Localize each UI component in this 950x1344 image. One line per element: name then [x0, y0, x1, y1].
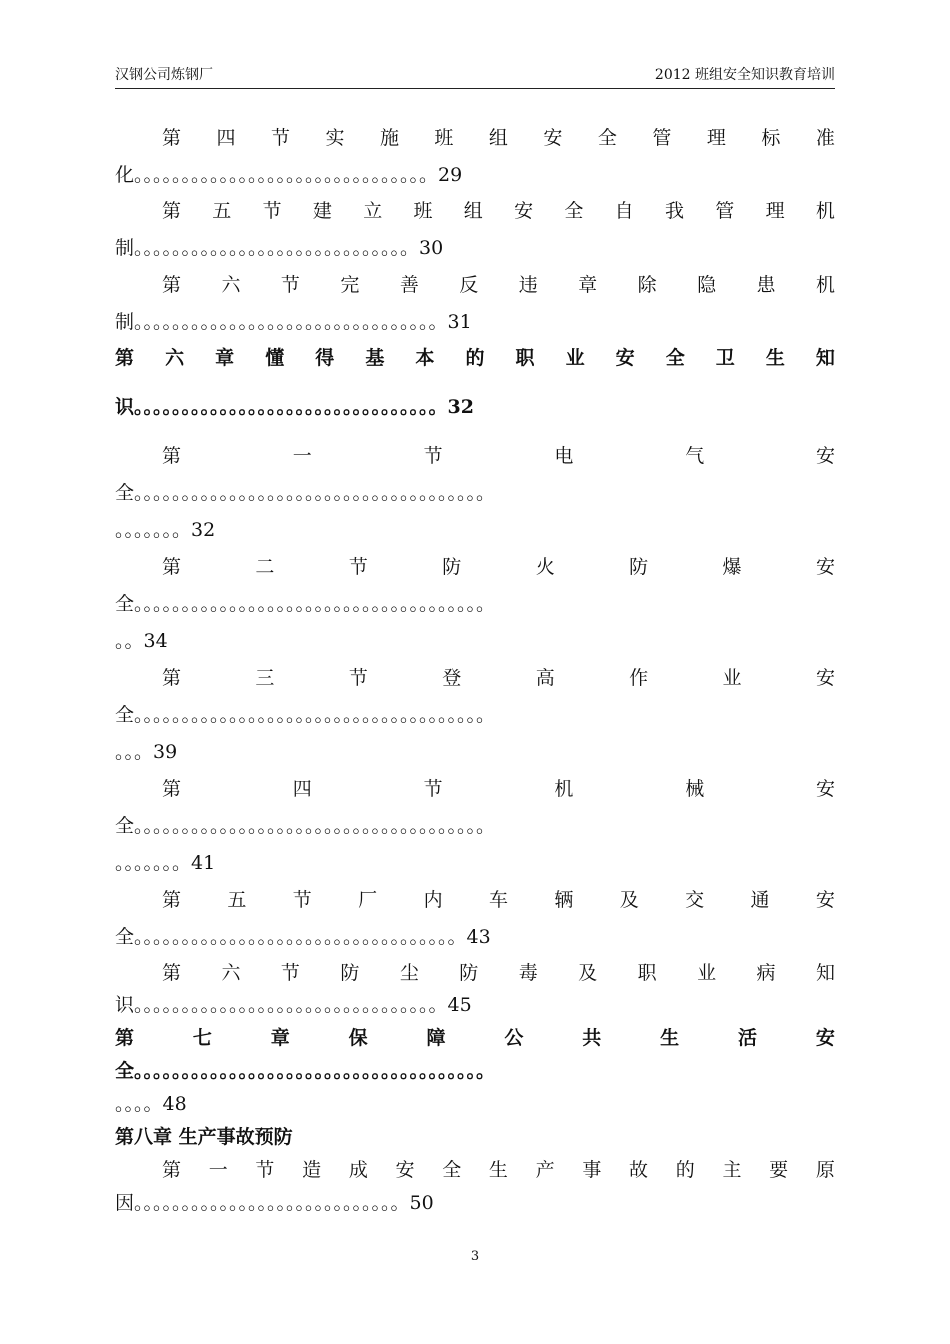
- toc-entry-line1[interactable]: [115, 444, 835, 468]
- toc-char: 节: [280, 962, 300, 984]
- toc-char: 全: [442, 1159, 462, 1181]
- toc-char: 安: [543, 127, 563, 149]
- toc-char: 节: [423, 445, 443, 467]
- toc-char: 辆: [554, 889, 574, 911]
- toc-char: 业: [697, 962, 717, 984]
- toc-char: 标: [761, 127, 781, 149]
- toc-char: 造: [302, 1159, 322, 1181]
- toc-char: 安: [514, 200, 534, 222]
- toc-char: 内: [423, 889, 443, 911]
- toc-char: 病: [756, 962, 776, 984]
- toc-char: 安: [815, 667, 835, 689]
- header-company: 汉钢公司炼钢厂: [115, 67, 213, 83]
- toc-char: 通: [750, 889, 770, 911]
- toc-char: 障: [426, 1027, 446, 1049]
- toc-char: 主: [722, 1159, 742, 1181]
- toc-char: 施: [379, 127, 399, 149]
- toc-char: 善: [399, 274, 419, 296]
- toc-char: 械: [685, 778, 705, 800]
- toc-entry-line2[interactable]: 全。。。。。。。。。。。。。。。。。。。。。。。。。。。。。。。。。。43: [115, 926, 491, 948]
- toc-char: 安: [815, 1027, 835, 1049]
- toc-char: 第: [115, 347, 135, 369]
- toc-char: 理: [706, 127, 726, 149]
- toc-char: 电: [554, 445, 574, 467]
- toc-char: 建: [312, 200, 332, 222]
- toc-char: 业: [722, 667, 742, 689]
- toc-char: 第: [162, 556, 182, 578]
- toc-char: 节: [348, 667, 368, 689]
- toc-char: 得: [315, 347, 335, 369]
- toc-char: 职: [637, 962, 657, 984]
- toc-char: 生: [660, 1027, 680, 1049]
- toc-char: 章: [578, 274, 598, 296]
- toc-char: 管: [715, 200, 735, 222]
- toc-char: 章: [215, 347, 235, 369]
- toc-entry-line2[interactable]: 全。。。。。。。。。。。。。。。。。。。。。。。。。。。。。。。。。。。。。: [115, 482, 496, 504]
- toc-char: 业: [565, 347, 585, 369]
- toc-entry-line3[interactable]: 。。。。。。。32: [115, 519, 216, 541]
- toc-char: 登: [442, 667, 462, 689]
- toc-char: 火: [535, 556, 555, 578]
- toc-char: 高: [535, 667, 555, 689]
- toc-char: 第: [162, 127, 182, 149]
- toc-char: 本: [415, 347, 435, 369]
- toc-entry-line3[interactable]: 。。34: [115, 630, 168, 652]
- toc-char: 一: [208, 1159, 228, 1181]
- toc-char: 原: [815, 1159, 835, 1181]
- toc-char: 患: [756, 274, 776, 296]
- toc-char: 事: [582, 1159, 602, 1181]
- toc-entry-line1[interactable]: [115, 273, 835, 297]
- toc-entry-line2[interactable]: 识。。。。。。。。。。。。。。。。。。。。。。。。。。。。。。。。45: [115, 994, 472, 1016]
- toc-entry-line2[interactable]: 全。。。。。。。。。。。。。。。。。。。。。。。。。。。。。。。。。。。。。: [115, 593, 496, 615]
- toc-char: 活: [738, 1027, 758, 1049]
- toc-char: 成: [348, 1159, 368, 1181]
- toc-char: 安: [815, 889, 835, 911]
- toc-char: 公: [504, 1027, 524, 1049]
- toc-entry-line2[interactable]: 制。。。。。。。。。。。。。。。。。。。。。。。。。。。。。。。。31: [115, 311, 472, 333]
- toc-char: 保: [348, 1027, 368, 1049]
- toc-char: 节: [423, 778, 443, 800]
- toc-char: 我: [664, 200, 684, 222]
- toc-char: 的: [465, 347, 485, 369]
- toc-entry-line2[interactable]: 全。。。。。。。。。。。。。。。。。。。。。。。。。。。。。。。。。。。。。: [115, 815, 496, 837]
- toc-char: 违: [518, 274, 538, 296]
- toc-char: 生: [765, 347, 785, 369]
- toc-char: 节: [255, 1159, 275, 1181]
- toc-char: 管: [652, 127, 672, 149]
- toc-char: 反: [459, 274, 479, 296]
- toc-entry-line1[interactable]: [115, 199, 835, 223]
- toc-char: 自: [614, 200, 634, 222]
- toc-char: 厂: [358, 889, 378, 911]
- toc-entry-line2[interactable]: 全。。。。。。。。。。。。。。。。。。。。。。。。。。。。。。。。。。。。。: [115, 704, 496, 726]
- toc-entry-line1[interactable]: [115, 126, 835, 150]
- toc-entry-line1[interactable]: [115, 888, 835, 912]
- toc-char: 准: [815, 127, 835, 149]
- toc-char: 组: [463, 200, 483, 222]
- toc-char: 全: [665, 347, 685, 369]
- toc-char: 二: [255, 556, 275, 578]
- toc-char: 的: [675, 1159, 695, 1181]
- toc-char: 安: [395, 1159, 415, 1181]
- toc-char: 节: [262, 200, 282, 222]
- toc-char: 第: [162, 1159, 182, 1181]
- toc-char: 第: [162, 445, 182, 467]
- toc-char: 防: [442, 556, 462, 578]
- toc-char: 三: [255, 667, 275, 689]
- toc-char: 节: [270, 127, 290, 149]
- toc-char: 要: [769, 1159, 789, 1181]
- toc-chapter-line1[interactable]: [115, 346, 835, 370]
- toc-entry-line2[interactable]: 化。。。。。。。。。。。。。。。。。。。。。。。。。。。。。。。29: [115, 164, 463, 186]
- toc-chapter-line1[interactable]: [115, 1026, 835, 1050]
- toc-char: 理: [765, 200, 785, 222]
- toc-char: 基: [365, 347, 385, 369]
- toc-char: 隐: [697, 274, 717, 296]
- toc-char: 班: [434, 127, 454, 149]
- toc-char: 机: [554, 778, 574, 800]
- toc-char: 懂: [265, 347, 285, 369]
- toc-char: 第: [162, 667, 182, 689]
- toc-char: 防: [340, 962, 360, 984]
- toc-char: 七: [192, 1027, 212, 1049]
- toc-char: 知: [815, 962, 835, 984]
- toc-char: 第: [162, 889, 182, 911]
- toc-chapter-heading[interactable]: 第八章 生产事故预防: [115, 1126, 293, 1148]
- toc-char: 完: [340, 274, 360, 296]
- toc-char: 毒: [518, 962, 538, 984]
- toc-char: 章: [270, 1027, 290, 1049]
- toc-char: 防: [459, 962, 479, 984]
- toc-char: 安: [815, 556, 835, 578]
- toc-char: 立: [363, 200, 383, 222]
- toc-char: 知: [815, 347, 835, 369]
- toc-entry-line1[interactable]: [115, 777, 835, 801]
- toc-char: 生: [488, 1159, 508, 1181]
- toc-entry-line1[interactable]: [115, 555, 835, 579]
- toc-entry-line3[interactable]: 。。。。。。。41: [115, 852, 216, 874]
- toc-char: 作: [629, 667, 649, 689]
- toc-char: 交: [685, 889, 705, 911]
- toc-char: 六: [221, 274, 241, 296]
- toc-char: 产: [535, 1159, 555, 1181]
- toc-char: 一: [292, 445, 312, 467]
- page-number: 3: [470, 1249, 480, 1264]
- toc-char: 六: [221, 962, 241, 984]
- toc-char: 节: [292, 889, 312, 911]
- toc-char: 机: [815, 200, 835, 222]
- toc-char: 及: [578, 962, 598, 984]
- toc-char: 组: [488, 127, 508, 149]
- toc-entry-line3[interactable]: 。。。39: [115, 741, 178, 763]
- toc-char: 安: [815, 445, 835, 467]
- toc-char: 全: [564, 200, 584, 222]
- toc-char: 第: [162, 962, 182, 984]
- toc-chapter-line3[interactable]: 。。。。48: [115, 1093, 187, 1115]
- toc-char: 故: [629, 1159, 649, 1181]
- toc-char: 机: [815, 274, 835, 296]
- toc-chapter-line2[interactable]: 全。。。。。。。。。。。。。。。。。。。。。。。。。。。。。。。。。。。。。: [115, 1060, 496, 1082]
- toc-char: 除: [637, 274, 657, 296]
- toc-char: 安: [615, 347, 635, 369]
- page-header: [115, 66, 835, 89]
- toc-char: 四: [216, 127, 236, 149]
- toc-char: 及: [619, 889, 639, 911]
- toc-char: 节: [280, 274, 300, 296]
- toc-char: 第: [162, 274, 182, 296]
- toc-char: 实: [325, 127, 345, 149]
- toc-char: 六: [165, 347, 185, 369]
- toc-char: 爆: [722, 556, 742, 578]
- toc-char: 五: [212, 200, 232, 222]
- toc-char: 车: [488, 889, 508, 911]
- toc-char: 班: [413, 200, 433, 222]
- header-course-title: 2012 班组安全知识教育培训: [654, 67, 835, 83]
- toc-char: 节: [348, 556, 368, 578]
- toc-chapter-line2[interactable]: 识。。。。。。。。。。。。。。。。。。。。。。。。。。。。。。。。32: [115, 396, 474, 418]
- toc-char: 第: [115, 1027, 135, 1049]
- toc-char: 共: [582, 1027, 602, 1049]
- toc-entry-line1[interactable]: [115, 1158, 835, 1182]
- toc-char: 气: [685, 445, 705, 467]
- toc-char: 全: [597, 127, 617, 149]
- toc-char: 职: [515, 347, 535, 369]
- toc-char: 尘: [399, 962, 419, 984]
- toc-entry-line1[interactable]: [115, 961, 835, 985]
- toc-entry-line1[interactable]: [115, 666, 835, 690]
- toc-char: 卫: [715, 347, 735, 369]
- toc-char: 防: [629, 556, 649, 578]
- toc-entry-line2[interactable]: 因。。。。。。。。。。。。。。。。。。。。。。。。。。。。50: [115, 1192, 434, 1214]
- toc-char: 四: [292, 778, 312, 800]
- toc-char: 五: [227, 889, 247, 911]
- toc-char: 第: [162, 778, 182, 800]
- toc-entry-line2[interactable]: 制。。。。。。。。。。。。。。。。。。。。。。。。。。。。。30: [115, 237, 444, 259]
- toc-char: 安: [815, 778, 835, 800]
- toc-char: 第: [162, 200, 182, 222]
